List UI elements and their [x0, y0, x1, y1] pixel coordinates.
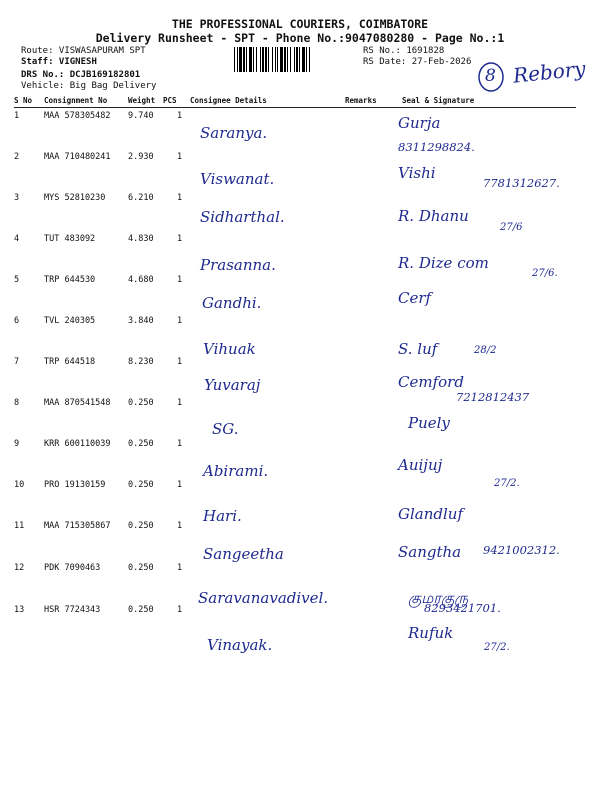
- header-divider: [14, 107, 576, 108]
- delivery-date-note: 27/2.: [494, 478, 520, 489]
- rs-number: RS No.: 1691828: [363, 46, 445, 56]
- pieces-count: 1: [177, 439, 183, 449]
- pieces-count: 1: [177, 193, 183, 203]
- delivery-date-note: 27/6: [500, 222, 523, 233]
- table-row: [0, 316, 600, 357]
- weight-value: 0.250: [128, 439, 154, 449]
- consignee-name: Prasanna.: [200, 256, 276, 274]
- row-sno: 12: [14, 563, 25, 573]
- signature: S. luf: [398, 340, 438, 358]
- row-sno: 1: [14, 111, 20, 121]
- table-row: [0, 111, 600, 152]
- consignee-name: Gandhi.: [202, 294, 262, 312]
- staff-label: Staff: VIGNESH: [21, 57, 97, 67]
- row-sno: 13: [14, 605, 25, 615]
- weight-value: 0.250: [128, 563, 154, 573]
- signature: R. Dize com: [398, 254, 489, 272]
- row-sno: 9: [14, 439, 20, 449]
- col-seal-signature: Seal & Signature: [402, 96, 475, 105]
- row-sno: 4: [14, 234, 20, 244]
- rs-date: RS Date: 27-Feb-2026: [363, 57, 472, 67]
- consignment-number: HSR 7724343: [44, 605, 101, 615]
- delivery-date-note: 28/2: [474, 345, 497, 356]
- consignment-number: TRP 644518: [44, 357, 96, 367]
- consignment-number: KRR 600110039: [44, 439, 111, 449]
- signature: Cerf: [398, 289, 432, 307]
- consignment-number: MAA 870541548: [44, 398, 111, 408]
- consignment-number: MAA 578305482: [44, 111, 111, 121]
- pieces-count: 1: [177, 234, 183, 244]
- weight-value: 8.230: [128, 357, 154, 367]
- signature: R. Dhanu: [398, 207, 469, 225]
- consignment-number: TVL 240305: [44, 316, 96, 326]
- table-row: [0, 275, 600, 316]
- pieces-count: 1: [177, 111, 183, 121]
- weight-value: 3.840: [128, 316, 154, 326]
- consignee-name: Viswanat.: [200, 170, 275, 188]
- row-sno: 6: [14, 316, 20, 326]
- weight-value: 6.210: [128, 193, 154, 203]
- delivery-date-note: 27/6.: [532, 268, 558, 279]
- row-sno: 2: [14, 152, 20, 162]
- consignee-name: Abirami.: [203, 462, 269, 480]
- col-sno: S No: [14, 96, 33, 105]
- barcode: [233, 47, 359, 72]
- table-row: [0, 439, 600, 480]
- pieces-count: 1: [177, 275, 183, 285]
- consignment-number: MAA 715305867: [44, 521, 111, 531]
- route-label: Route: VISWASAPURAM SPT: [21, 46, 146, 56]
- pieces-count: 1: [177, 152, 183, 162]
- weight-value: 4.830: [128, 234, 154, 244]
- row-sno: 11: [14, 521, 25, 531]
- consignee-name: Sangeetha: [203, 545, 284, 563]
- table-row: [0, 234, 600, 275]
- consignee-name: Sidharthal.: [200, 208, 285, 226]
- annotation-text: Rebory: [511, 56, 587, 88]
- pieces-count: 1: [177, 357, 183, 367]
- runsheet-subtitle: Delivery Runsheet - SPT - Phone No.:9047080280 - Page No.:1: [95, 31, 505, 45]
- row-sno: 7: [14, 357, 20, 367]
- weight-value: 9.740: [128, 111, 154, 121]
- consignee-name: Vihuak: [203, 340, 256, 358]
- signature: Puely: [408, 414, 450, 432]
- consignment-number: TUT 483092: [44, 234, 96, 244]
- col-remarks: Remarks: [345, 96, 377, 105]
- consignee-name: Hari.: [203, 507, 242, 525]
- signature: Gurja: [398, 114, 441, 132]
- consignee-name: Saravanavadivel.: [198, 589, 329, 607]
- weight-value: 4.680: [128, 275, 154, 285]
- consignment-number: TRP 644530: [44, 275, 96, 285]
- row-sno: 10: [14, 480, 25, 490]
- consignment-number: MYS 52810230: [44, 193, 106, 203]
- weight-value: 0.250: [128, 398, 154, 408]
- consignee-name: SG.: [212, 420, 239, 438]
- consignee-name: Vinayak.: [207, 636, 273, 654]
- signature: Rufuk: [408, 624, 454, 642]
- company-title: THE PROFESSIONAL COURIERS, COIMBATORE: [171, 17, 429, 31]
- signature: Glandluf: [398, 505, 463, 523]
- weight-value: 0.250: [128, 605, 154, 615]
- pieces-count: 1: [177, 480, 183, 490]
- col-consignment: Consignment No: [44, 96, 108, 105]
- table-row: [0, 605, 600, 646]
- drs-number: DRS No.: DCJB169182801: [21, 70, 141, 80]
- col-pcs: PCS: [163, 96, 177, 105]
- signature: Vishi: [398, 164, 436, 182]
- pieces-count: 1: [177, 605, 183, 615]
- vehicle-label: Vehicle: Big Bag Delivery: [21, 81, 157, 91]
- pieces-count: 1: [177, 316, 183, 326]
- weight-value: 0.250: [128, 521, 154, 531]
- consignee-name: Saranya.: [200, 124, 268, 142]
- signature: Sangtha: [398, 543, 462, 561]
- delivery-date-note: 27/2.: [484, 642, 510, 653]
- row-sno: 8: [14, 398, 20, 408]
- consignment-number: PDK 7090463: [44, 563, 101, 573]
- consignee-name: Yuvaraj: [204, 376, 261, 394]
- consignment-number: MAA 710480241: [44, 152, 111, 162]
- weight-value: 0.250: [128, 480, 154, 490]
- signature: Auijuj: [398, 456, 443, 474]
- signature: குமரகுரு: [408, 589, 469, 607]
- signature: Cemford: [398, 373, 464, 391]
- row-sno: 5: [14, 275, 20, 285]
- phone-number: 8311298824.: [398, 140, 475, 154]
- table-row: [0, 398, 600, 439]
- annotation-number: 8: [485, 66, 496, 86]
- consignment-number: PRO 19130159: [44, 480, 106, 490]
- pieces-count: 1: [177, 398, 183, 408]
- row-sno: 3: [14, 193, 20, 203]
- phone-number: 7781312627.: [483, 176, 560, 190]
- pieces-count: 1: [177, 521, 183, 531]
- phone-number: 9421002312.: [483, 543, 560, 557]
- col-weight: Weight: [128, 96, 156, 105]
- phone-number: 7212812437: [456, 390, 530, 404]
- col-consignee: Consignee Details: [190, 96, 267, 105]
- pieces-count: 1: [177, 563, 183, 573]
- phone-number: 8293421701.: [424, 601, 501, 615]
- weight-value: 2.930: [128, 152, 154, 162]
